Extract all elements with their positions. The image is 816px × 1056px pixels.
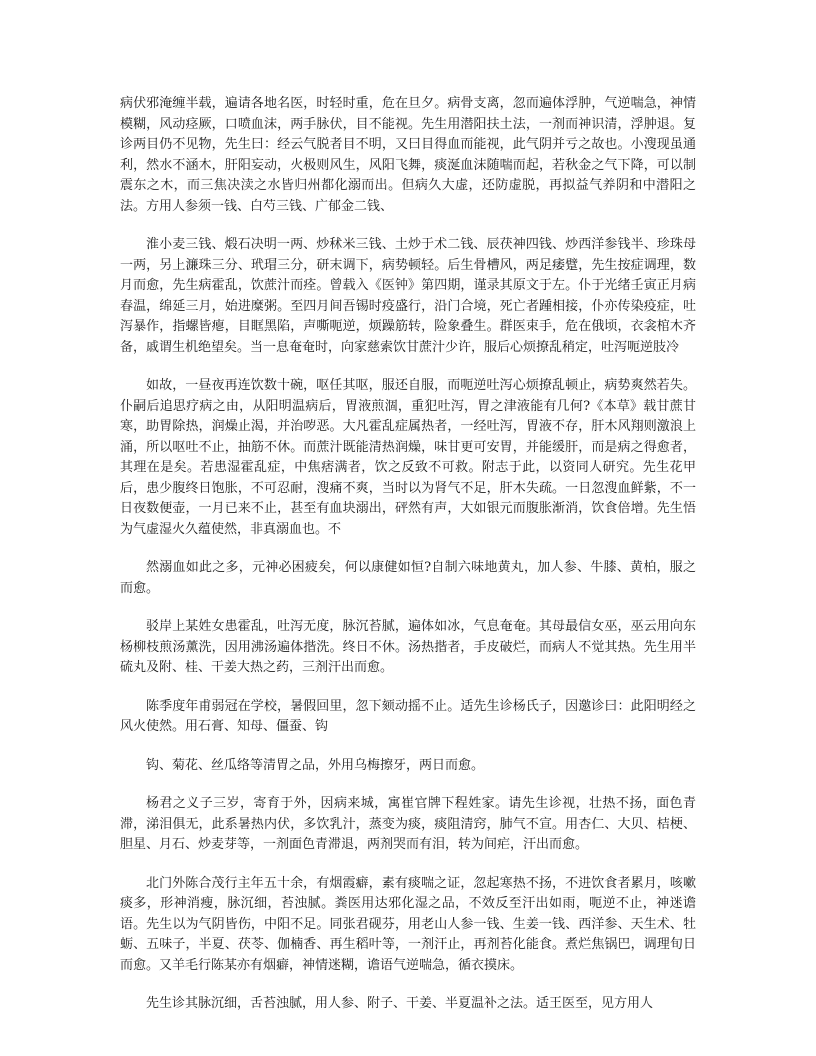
paragraph-2: 淮小麦三钱、煅石决明一两、炒秫米三钱、土炒于术二钱、辰茯神四钱、炒西洋参钱半、珍珠母一两，另上濂珠三分、玳瑁三分，研末调下，病势顿轻。后生骨槽风，两足痿躄，先生按症调理，数月而愈，先生病霍乱，饮蔗汁而痊。曾载入《医钟》第四期，谨录其原文于左。仆于光绪壬寅正月病春温，绵延三月，始进糜粥。至四月间吾锡时疫盛行，沿门合境，死亡者踵相接，仆亦传染疫症，吐泻暴作，指螺皆瘪，目眶黑陷，声嘶呃逆，烦躁筋转，险象叠生。群医束手，危在俄顷，衣衾棺木齐备，戚谓生机绝望矣。当一息奄奄时，向家慈索饮甘蔗汁少许，服后心烦撩乱稍定，吐泻呃逆肢冷 [120, 237, 696, 355]
paragraph-8: 杨君之义子三岁，寄育于外，因病来城，寓崔官牌下程姓家。请先生诊视，壮热不扬，面色青滞，涕泪俱无，此系暑热内伏，多饮乳汁，蒸变为痰，痰阻清窍，肺气不宣。用杏仁、大贝、桔梗、胆星、月石、炒麦芽等，一剂面色青滞退，两剂哭而有泪，转为间疟，汗出而愈。 [120, 796, 696, 852]
text-column [120, 94, 696, 1033]
paragraph-7: 钩、菊花、丝瓜络等清胃之品，外用乌梅擦牙，两日而愈。 [146, 757, 485, 773]
paragraph-6: 陈季度年甫弱冠在学校，暑假回里，忽下颏动摇不止。适先生诊杨氏子，因邀诊曰：此阳明经之风火使然。用石膏、知母、僵蚕、钩 [120, 698, 696, 734]
paragraph-5: 驳岸上某姓女患霍乱，吐泻无度，脉沉苔腻，遍体如冰，气息奄奄。其母最信女巫，巫云用向东杨柳枝煎汤薰洗，因用沸汤遍体揩洗。终日不休。汤热揩者，手皮破烂，而病人不觉其热。先生用半硫丸及附、桂、干姜大热之药，三剂汗出而愈。 [120, 619, 696, 675]
paragraph-10: 先生诊其脉沉细，舌苔浊腻，用人参、附子、干姜、半夏温补之法。适王医至，见方用人 [146, 996, 654, 1011]
paragraph-3: 如故，一昼夜再连饮数十碗，呕任其呕，服还自服，而呃逆吐泻心烦撩乱顿止，病势爽然若失。仆嗣后追思疗病之由，从阳明温病后，胃液煎涸，重犯吐泻，胃之津液能有几何?《本草》载甘蔗甘寒，助胃除热，润燥止渴，并治哕恶。大凡霍乱症属热者，一经吐泻，胃液不存，肝木风翔则激浪上涌，所以呕吐不止，抽筋不休。而蔗汁既能清热润燥，味甘更可安胃，并能缓肝，而是病之得愈者，其理在是矣。若患湿霍乱症，中焦痞满者，饮之反致不可救。附志于此，以资同人研究。先生花甲后，患少腹终日饱胀，不可忍耐，溲痛不爽，当时以为肾气不足，肝木失疏。一日忽溲血鲜紫，不一日夜数便壶，一月已来不止，甚至有血块溺出，砰然有声，大如银元而腹胀渐消，饮食倍增。先生悟为气虚湿火久蕴使然，非真溺血也。不 [120, 378, 696, 537]
paragraph-9: 北门外陈合茂行主年五十余，有烟霞癖，素有痰喘之证，忽起寒热不扬，不进饮食者累月，咳嗽痰多，形神消瘦，脉沉细，苔浊腻。粪医用达邪化湿之品，不效反至汗出如雨，呃逆不止，神迷谵语。先生以为气阴皆伤，中阳不足。同张君砚芬，用老山人参一钱、生姜一钱、西洋参、天生术、牡蛎、五味子，半夏、茯苓、伽楠香、再生稻叶等，一剂汗止，再剂苔化能食。煮烂焦锅巴，调理旬日而愈。又羊毛行陈某亦有烟癖，神情迷糊，谵语气逆喘急，循衣摸床。 [120, 875, 696, 973]
paragraph-4: 然溺血如此之多，元神必困疲矣，何以康健如恒?自制六味地黄丸，加人参、牛膝、黄柏，服之而愈。 [120, 560, 696, 596]
paragraph-1: 病伏邪淹缠半载，遍请各地名医，时轻时重，危在旦夕。病骨支离，忽而遍体浮肿，气逆喘急，神情模糊，风动痉厥，口喷血沫，两手脉伏，目不能视。先生用潜阳扶土法，一剂而神识清，浮肿退。复诊两目仍不见物，先生曰：经云气脱者目不明，又曰目得血而能视，此气阴并亏之故也。小溲现虽通利，然水不涵木，肝阳妄动，火极则风生，风阳飞舞，痰涎血沫随喘而起，若秋金之气下降，可以制震东之木，而三焦决渎之水皆归州都化溺而出。但病久大虚，还防虚脱，再拟益气养阴和中潜阳之法。方用人参须一钱、白芍三钱、广郁金二钱、 [120, 96, 696, 214]
